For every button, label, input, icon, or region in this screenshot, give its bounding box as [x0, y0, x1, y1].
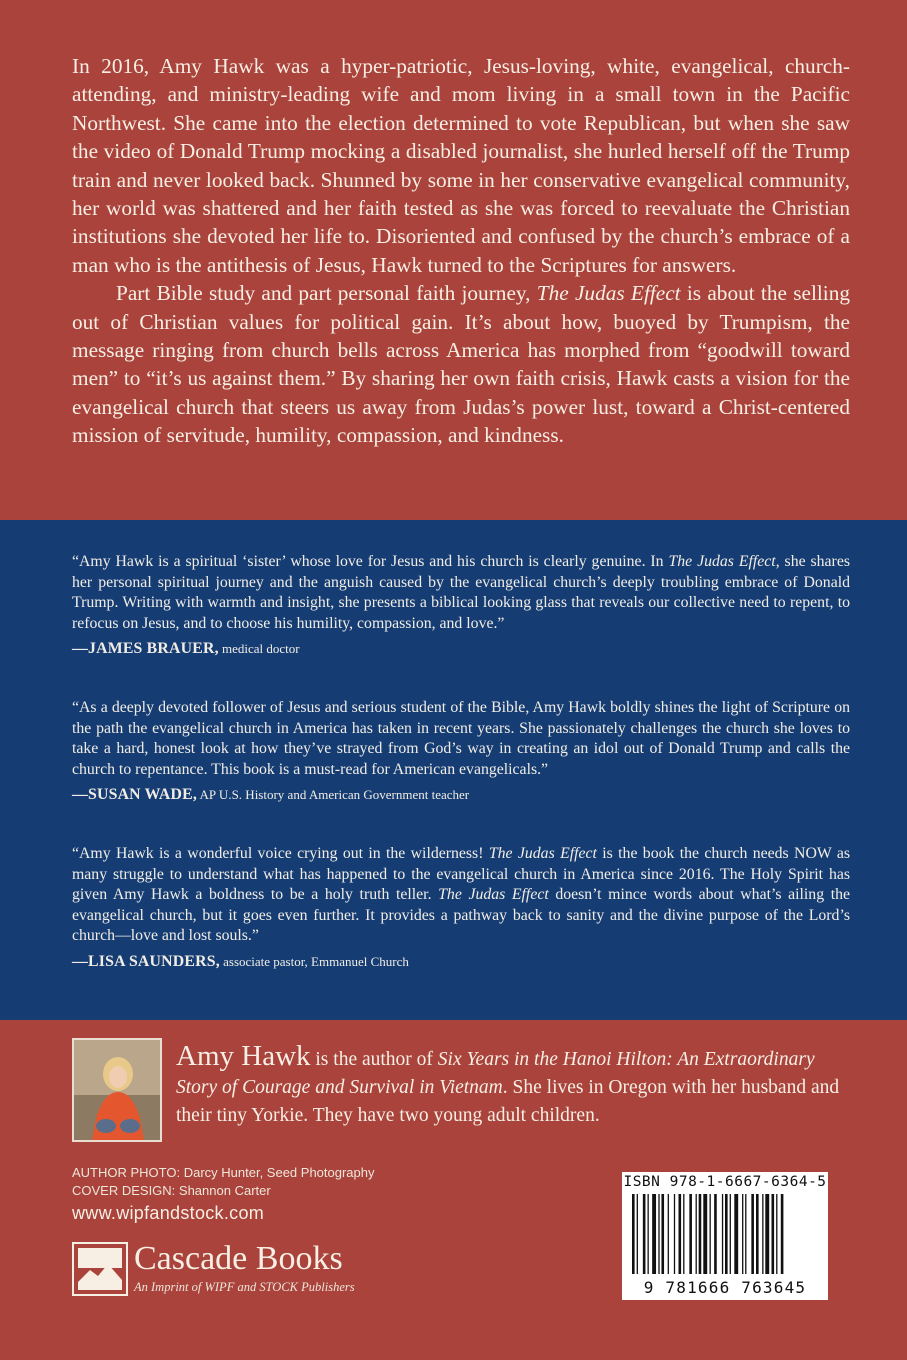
endorsement-1-text-a: “Amy Hawk is a spiritual ‘sister’ whose love for Jesus and his church is clearly genuine. In — [72, 553, 669, 570]
book-title-ref: The Judas Effect — [668, 553, 776, 570]
description-paragraph-1: In 2016, Amy Hawk was a hyper-patriotic, Jesus-loving, white, evangelical, church-attending, and ministry-leading wife and mom living in a small town in the Pacific Northwest. She came into the election determined to vote Republican, but when she saw the video of Donald Trump mocking a disabled journalist, she hurled herself off the Trump train and never looked back. Shunned by some in her conservative evangelical community, her world was shattered and her faith tested as she was forced to reevaluate the Christian institutions she devoted her life to. Disoriented and confused by the church’s embrace of a man who is the antithesis of Jesus, Hawk turned to the Scriptures for answers. — [72, 54, 850, 277]
endorsement-1-text — [72, 552, 850, 634]
endorser-role: associate pastor, Emmanuel Church — [219, 953, 409, 969]
author-bio-b: . She lives in Oregon with her husband and their tiny Yorkie. They have two young adult children. — [176, 1077, 840, 1126]
book-title-ref: The Judas Effect — [536, 281, 681, 306]
endorsement-3-text-c: doesn’t mince words about what’s ailing the evangelical church, but it goes even further. It provides a pathway back to sanity and the divine purpose of the Lord’s church—love and lost souls.” — [72, 886, 850, 945]
publisher-tagline: An Imprint of WIPF and STOCK Publishers — [134, 1280, 355, 1294]
barcode-icon — [628, 1194, 822, 1278]
description-p2-intro: Part Bible study and part personal faith journey, — [116, 281, 537, 306]
publisher-name: Cascade Books — [134, 1240, 343, 1277]
endorsement-3-text — [72, 844, 850, 947]
credits — [72, 1164, 375, 1200]
author-previous-book: Six Years in the Hanoi Hilton: An Extraordinary Story of Courage and Survival in Vietnam — [176, 1049, 815, 1098]
publisher-block — [72, 1242, 402, 1302]
endorsement-2 — [72, 698, 850, 806]
author-bio-a: is the author of — [310, 1049, 438, 1070]
photo-credit: AUTHOR PHOTO: Darcy Hunter, Seed Photography — [72, 1165, 375, 1180]
mountain-logo-icon — [72, 1242, 128, 1296]
endorser-name: —SUSAN WADE, — [72, 786, 198, 804]
endorser-role: AP U.S. History and American Government teacher — [197, 787, 470, 803]
book-description — [72, 52, 850, 450]
endorsement-3-text-a: “Amy Hawk is a wonderful voice crying out in the wilderness! — [72, 845, 489, 862]
endorsements-panel — [0, 520, 907, 1020]
author-photo — [72, 1038, 162, 1142]
isbn-barcode — [622, 1172, 828, 1300]
endorsement-3-attribution — [72, 952, 850, 973]
endorser-role: medical doctor — [218, 641, 300, 657]
author-bio — [176, 1042, 856, 1130]
endorsement-1 — [72, 552, 850, 660]
book-title-ref: The Judas Effect — [438, 886, 549, 904]
barcode-digits: 9 781666 763645 — [643, 1278, 807, 1297]
endorsement-3-text-b: is the book the church needs NOW as many struggle to understand what has happened to the evangelical church in America since 2016. The Holy Spirit has given Amy Hawk a boldness to be a holy truth teller. — [72, 845, 850, 904]
endorsement-2-attribution — [72, 785, 850, 806]
endorsement-3 — [72, 844, 850, 973]
description-paragraph-2 — [72, 279, 850, 449]
description-p2-rest: is about the selling out of Christian values for political gain. It’s about how, buoyed by Trumpism, the message ringing from church bells across America has morphed from “goodwill toward men” to “it’s us against them.” By sharing her own faith crisis, Hawk casts a vision for the evangelical church that steers us away from Judas’s power lust, toward a Christ-centered mission of servitude, humility, compassion, and kindness. — [72, 281, 851, 448]
publisher-website[interactable]: www.wipfandstock.com — [72, 1203, 265, 1223]
book-title-ref: The Judas Effect — [488, 845, 597, 862]
endorser-name: —JAMES BRAUER, — [72, 640, 219, 658]
endorsement-1-attribution — [72, 639, 850, 660]
author-name: Amy Hawk — [176, 1040, 311, 1072]
isbn-number: ISBN 978-1-6667-6364-5 — [623, 1174, 827, 1190]
endorsement-1-text-b: , she shares her personal spiritual journey and the anguish caused by the evangelical church’s deeply troubling embrace of Donald Trump. Writing with warmth and insight, she presents a biblical looking glass that reveals our collective need to repent, to refocus on Jesus, and to choose his humility, compassion, and love.” — [72, 553, 850, 632]
endorser-name: —LISA SAUNDERS, — [72, 952, 220, 970]
endorsement-2-text: “As a deeply devoted follower of Jesus and serious student of the Bible, Amy Hawk boldly shines the light of Scripture on the path the evangelical church in America has taken in recent years. She passionately challenges the church she loves to take a hard, honest look at how they’ve strayed from God’s way in creating an idol out of Donald Trump and calls the church to repentance. This book is a must-read for American evangelicals.” — [72, 699, 850, 778]
design-credit: COVER DESIGN: Shannon Carter — [72, 1183, 271, 1198]
